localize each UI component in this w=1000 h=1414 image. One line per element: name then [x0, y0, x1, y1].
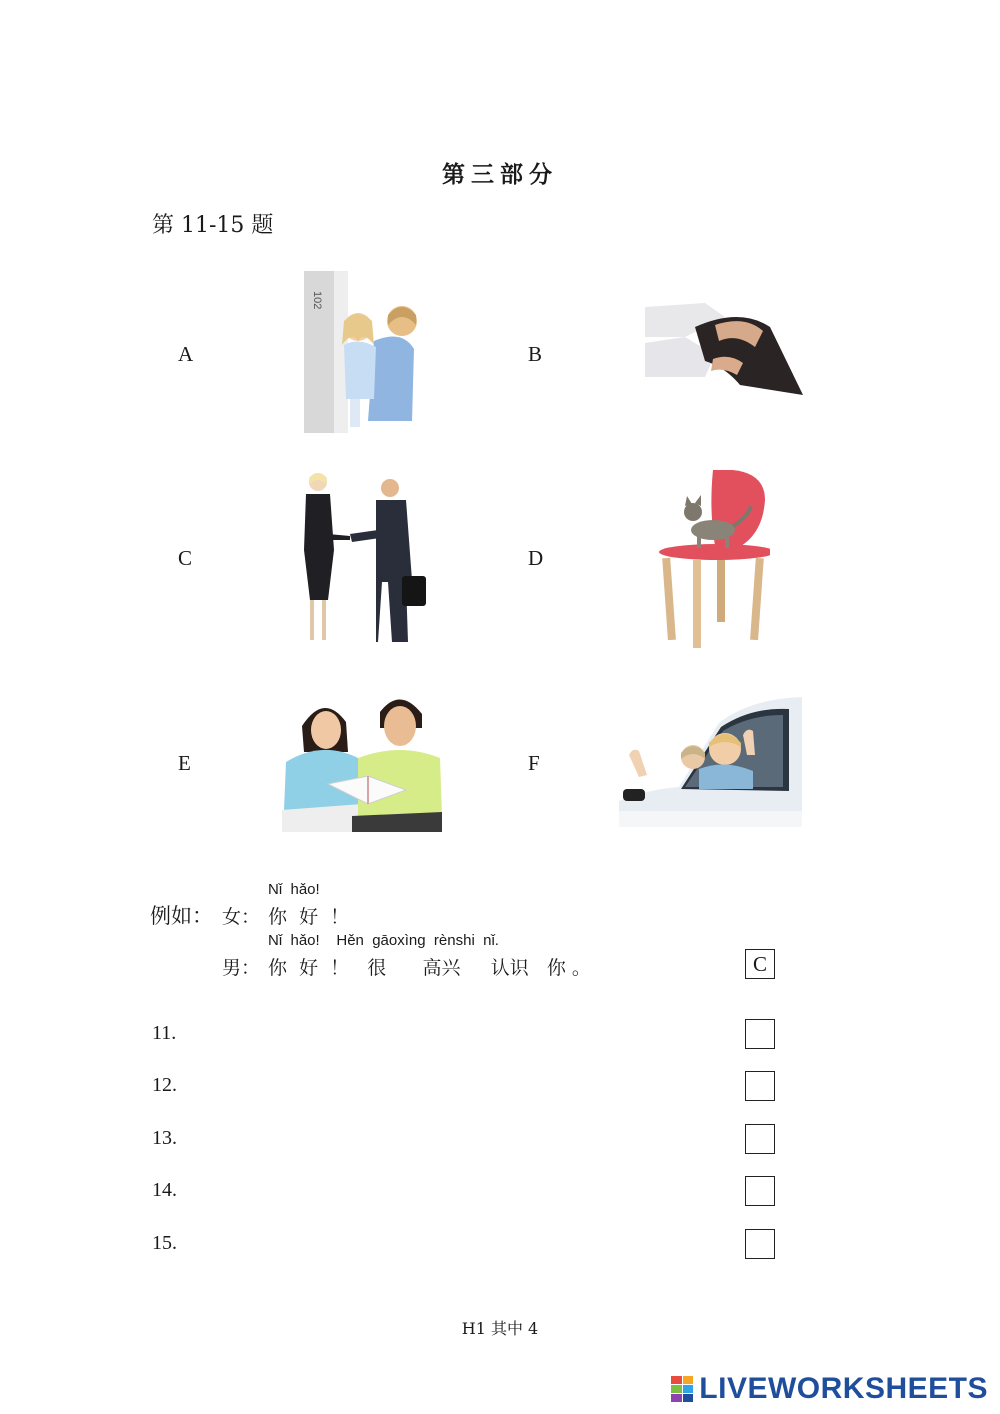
- example-answer-box: C: [745, 949, 775, 979]
- option-image-a-family-at-door: [304, 271, 421, 433]
- liveworksheets-brand: [671, 1372, 988, 1406]
- question-12-number: 12.: [152, 1074, 177, 1096]
- option-label-a: A: [178, 342, 194, 366]
- example-line2-hanzi: 你 好 ！ 很 高兴 认识 你 。: [268, 957, 591, 979]
- brand-name: LIVEWORKSHEETS: [699, 1372, 988, 1405]
- question-11-number: 11.: [152, 1022, 177, 1044]
- option-image-d-cat-on-chair: [655, 470, 770, 648]
- option-label-f: F: [528, 751, 540, 775]
- liveworksheets-logo-icon: [671, 1376, 693, 1402]
- question-13-number: 13.: [152, 1127, 177, 1149]
- example-line1-speaker: 女：: [222, 906, 261, 928]
- option-image-f-children-in-car: [619, 697, 802, 827]
- example-line2-pinyin: Nǐ hǎo! Hěn gāoxìng rènshi nǐ.: [268, 932, 499, 949]
- option-label-e: E: [178, 751, 191, 775]
- section-title: 第三部分: [442, 161, 558, 188]
- option-label-c: C: [178, 546, 193, 570]
- question-13-answer-box[interactable]: [745, 1124, 775, 1154]
- option-image-b-empty-wallet: [645, 297, 805, 397]
- question-range: 第 11-15 题: [152, 213, 274, 238]
- option-image-c-handshake: [298, 470, 433, 650]
- option-image-e-friends-reading: [282, 692, 443, 832]
- door-number: 102: [311, 291, 323, 310]
- option-label-b: B: [528, 342, 543, 366]
- example-line1-hanzi: 你 好 ！: [268, 906, 350, 928]
- example-line2-speaker: 男：: [222, 957, 261, 979]
- question-15-number: 15.: [152, 1232, 177, 1254]
- question-15-answer-box[interactable]: [745, 1229, 775, 1259]
- example-line1-pinyin: Nǐ hǎo!: [268, 881, 320, 898]
- question-14-answer-box[interactable]: [745, 1176, 775, 1206]
- option-label-d: D: [528, 546, 544, 570]
- page-footer: H1 其中 4: [461, 1319, 539, 1338]
- question-11-answer-box[interactable]: [745, 1019, 775, 1049]
- example-label: 例如：: [150, 904, 213, 928]
- question-12-answer-box[interactable]: [745, 1071, 775, 1101]
- question-14-number: 14.: [152, 1179, 177, 1201]
